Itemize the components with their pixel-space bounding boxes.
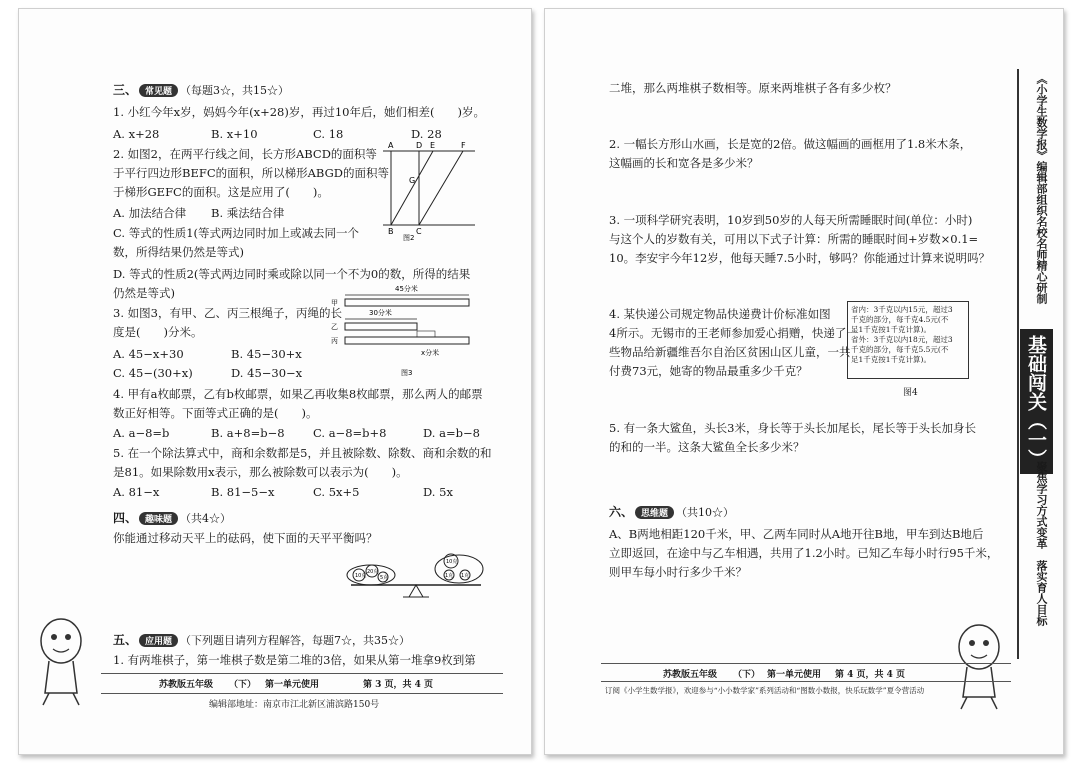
footer-term: （下） (733, 670, 761, 680)
q3-option-b: B. 45−30+x (231, 347, 302, 361)
q4-option-b: B. a+8=b−8 (211, 426, 285, 440)
q2-line1: 2. 如图2，在两平行线之间，长方形ABCD的面积等 (113, 147, 377, 161)
section-5-q1: 1. 有两堆棋子，第一堆棋子数是第二堆的3倍，如果从第一堆拿9枚到第 (113, 653, 476, 667)
footer-unit: 第一单元使用 (767, 670, 822, 680)
fig2-label-e: E (430, 141, 436, 150)
q3-line1: 3. 一项科学研究表明，10岁到50岁的人每天所需睡眠时间(单位：小时) (609, 213, 973, 227)
side-top-text: 《小学生数学报》编辑部组织名校名师精心研制 (1035, 73, 1048, 304)
q5-line1: 5. 有一条大鲨鱼，头长3米，身长等于头长加尾长，尾长等于头长加身长 (609, 421, 976, 435)
q3-option-a: A. 45−x+30 (113, 347, 184, 361)
footer-unit: 第一单元使用 (265, 680, 320, 690)
price-line-1: 省内：3千克以内15元，超过3 (851, 305, 953, 314)
weight-right-3: 1克 (461, 573, 470, 579)
fig2-caption: 图2 (403, 234, 415, 241)
footer-rule (101, 673, 503, 674)
footer-term: （下） (229, 680, 257, 690)
price-line-4: 省外：3千克以内18元，超过3 (851, 335, 953, 344)
side-title: 基础闯关（一） (1020, 329, 1053, 474)
footer-grade: 苏教版五年级 (663, 670, 718, 680)
q4-line3: 些物品给新疆维吾尔自治区贫困山区儿童，一共 (609, 345, 851, 359)
q3-option-c: C. 45−(30+x) (113, 366, 193, 380)
q2-option-d-line1: D. 等式的性质2(等式两边同时乘或除以同一个不为0的数，所得的结果 (113, 267, 471, 281)
q1-option-a: A. x+28 (113, 127, 160, 141)
price-line-2: 千克的部分，每千克4.5元(不 (851, 315, 949, 324)
q2-option-d-line2: 仍然是等式) (113, 286, 175, 300)
q3-line2: 与这个人的岁数有关，可用以下式子计算：所需的睡眠时间+岁数×0.1= (609, 232, 979, 246)
q2-option-c-line1: C. 等式的性质1(等式两边同时加上或减去同一个 (113, 226, 360, 240)
fig3-top-label: 45分米 (395, 285, 418, 293)
weight-left-2: 20克 (367, 569, 379, 575)
q1-option-b: B. x+10 (211, 127, 258, 141)
fig3-caption: 图3 (401, 369, 413, 377)
q2-option-c-line2: 数，所得结果仍然是等式) (113, 245, 244, 259)
q4-line1: 4. 甲有a枚邮票，乙有b枚邮票，如果乙再收集8枚邮票，那么两人的邮票 (113, 387, 483, 401)
q2-line2: 于平行四边形BEFC的面积，所以梯形ABGD的面积等 (113, 166, 389, 180)
section-4-heading: 四、 趣味题 （共4☆） (113, 511, 232, 525)
fig3-mid-label: 30分米 (369, 309, 392, 317)
price-line-5: 千克的部分，每千克5.5元(不 (851, 345, 949, 354)
fig3-bot-label: x分米 (421, 349, 440, 357)
fig2-label-b: B (388, 227, 394, 236)
q5-line2: 的和的一半。这条大鲨鱼全长多少米？ (609, 440, 805, 454)
q5-option-d: D. 5x (423, 485, 453, 499)
q5-option-b: B. 81−5−x (211, 485, 275, 499)
q5-line2: 是81。如果除数用x表示，那么被除数可以表示为( )。 (113, 465, 408, 479)
q2-line1: 2. 一幅长方形山水画，长是宽的2倍。做这幅画的画框用了1.8米木条， (609, 137, 972, 151)
footer-rule-2 (601, 681, 1011, 682)
weight-left-1: 10克 (355, 573, 367, 579)
fig3-row-yi: 乙 (331, 323, 338, 331)
weight-right-1: 10克 (446, 559, 458, 565)
q4-line4: 付费73元，她寄的物品最重多少千克？ (609, 364, 808, 378)
fig3-row-jia: 甲 (331, 299, 338, 307)
q4-option-a: A. a−8=b (113, 426, 170, 440)
figure-4-caption: 图4 (903, 388, 918, 398)
footer-page: 第 3 页，共 4 页 (363, 680, 434, 690)
footer-page: 第 4 页，共 4 页 (835, 670, 906, 680)
cartoon-mascot-left (27, 601, 93, 711)
price-line-3: 足1千克按1千克计算)。 (851, 325, 931, 334)
left-page (18, 8, 532, 755)
section-6-line2: 立即返回，在途中与乙车相遇，共用了1.2小时。已知乙车每小时行95千米， (609, 546, 999, 560)
footer-grade: 苏教版五年级 (159, 680, 214, 690)
q5-line1: 5. 在一个除法算式中，商和余数都是5，并且被除数、除数、商和余数的和 (113, 446, 492, 460)
q3-option-d: D. 45−30−x (231, 366, 303, 380)
fig3-row-bing: 丙 (331, 337, 338, 345)
q4-option-d: D. a=b−8 (423, 426, 480, 440)
footer-rule (601, 663, 1011, 664)
fig2-label-f: F (461, 141, 466, 150)
section-6-heading: 六、 思维题 （共10☆） (609, 505, 735, 519)
q4-option-c: C. a−8=b+8 (313, 426, 387, 440)
price-table-box (847, 301, 969, 379)
q5-option-a: A. 81−x (113, 485, 160, 499)
q1-option-c: C. 18 (313, 127, 344, 141)
fig2-label-d: D (416, 141, 423, 150)
section-4-question: 你能通过移动天平上的砝码，使下面的天平平衡吗？ (113, 531, 378, 545)
weight-right-2: 1克 (445, 573, 454, 579)
price-line-6: 足1千克按1千克计算)。 (851, 355, 931, 364)
section-3-heading: 三、 常见题 （每题3☆，共15☆） (113, 83, 290, 97)
cartoon-mascot-right (945, 609, 1015, 719)
q5-option-c: C. 5x+5 (313, 485, 360, 499)
q4-line1: 4. 某快递公司规定物品快递费计价标准如图 (609, 307, 831, 321)
fig2-label-a: A (388, 141, 394, 150)
q3-line1: 3. 如图3，有甲、乙、丙三根绳子，丙绳的长 (113, 306, 342, 320)
section-6-line3: 则甲车每小时行多少千米？ (609, 565, 747, 579)
q4-line2: 4所示。无锡市的王老师参加爱心捐赠，快递了一 (609, 326, 858, 340)
q4-line2: 数正好相等。下面等式正确的是( )。 (113, 406, 318, 420)
fig2-label-c: C (416, 227, 422, 236)
footer-promo: 订阅《小学生数学报》，欢迎参与“小小数学家”系列活动和“图数小数报，快乐玩数学”夏令营活动 (605, 686, 925, 695)
fig2-label-g: G (409, 176, 416, 185)
q2-option-b: B. 乘法结合律 (211, 206, 285, 220)
figure-3 (327, 283, 477, 379)
side-bottom-text: 聚焦学习方式变革 落实育人目标 (1035, 461, 1048, 626)
q2-line3: 于梯形GEFC的面积。这是应用了( )。 (113, 185, 329, 199)
q1-text: 1. 小红今年x岁，妈妈今年(x+28)岁，再过10年后，她们相差( )岁。 (113, 105, 485, 119)
section-6-line1: A、B两地相距120千米，甲、乙两车同时从A地开往B地，甲车到达B地后 (609, 527, 984, 541)
q1-option-d: D. 28 (411, 127, 442, 141)
q2-option-a: A. 加法结合律 (113, 206, 187, 220)
figure-2 (375, 139, 485, 241)
right-page (544, 8, 1064, 755)
balance-figure (341, 545, 491, 611)
footer-rule-2 (101, 693, 503, 694)
q1-continuation: 二堆，那么两堆棋子数相等。原来两堆棋子各有多少枚？ (609, 81, 897, 95)
section-5-heading: 五、 应用题 （下列题目请列方程解答，每题7☆，共35☆） (113, 633, 411, 647)
q3-line3: 10。李安宇今年12岁，他每天睡7.5小时，够吗？你能通过计算来说明吗？ (609, 251, 991, 265)
q3-line2: 度是( )分米。 (113, 325, 203, 339)
weight-left-3: 5克 (380, 575, 389, 581)
footer-address: 编辑部地址：南京市江北新区浦滨路150号 (209, 700, 380, 710)
q2-line2: 这幅画的长和宽各是多少米？ (609, 156, 759, 170)
